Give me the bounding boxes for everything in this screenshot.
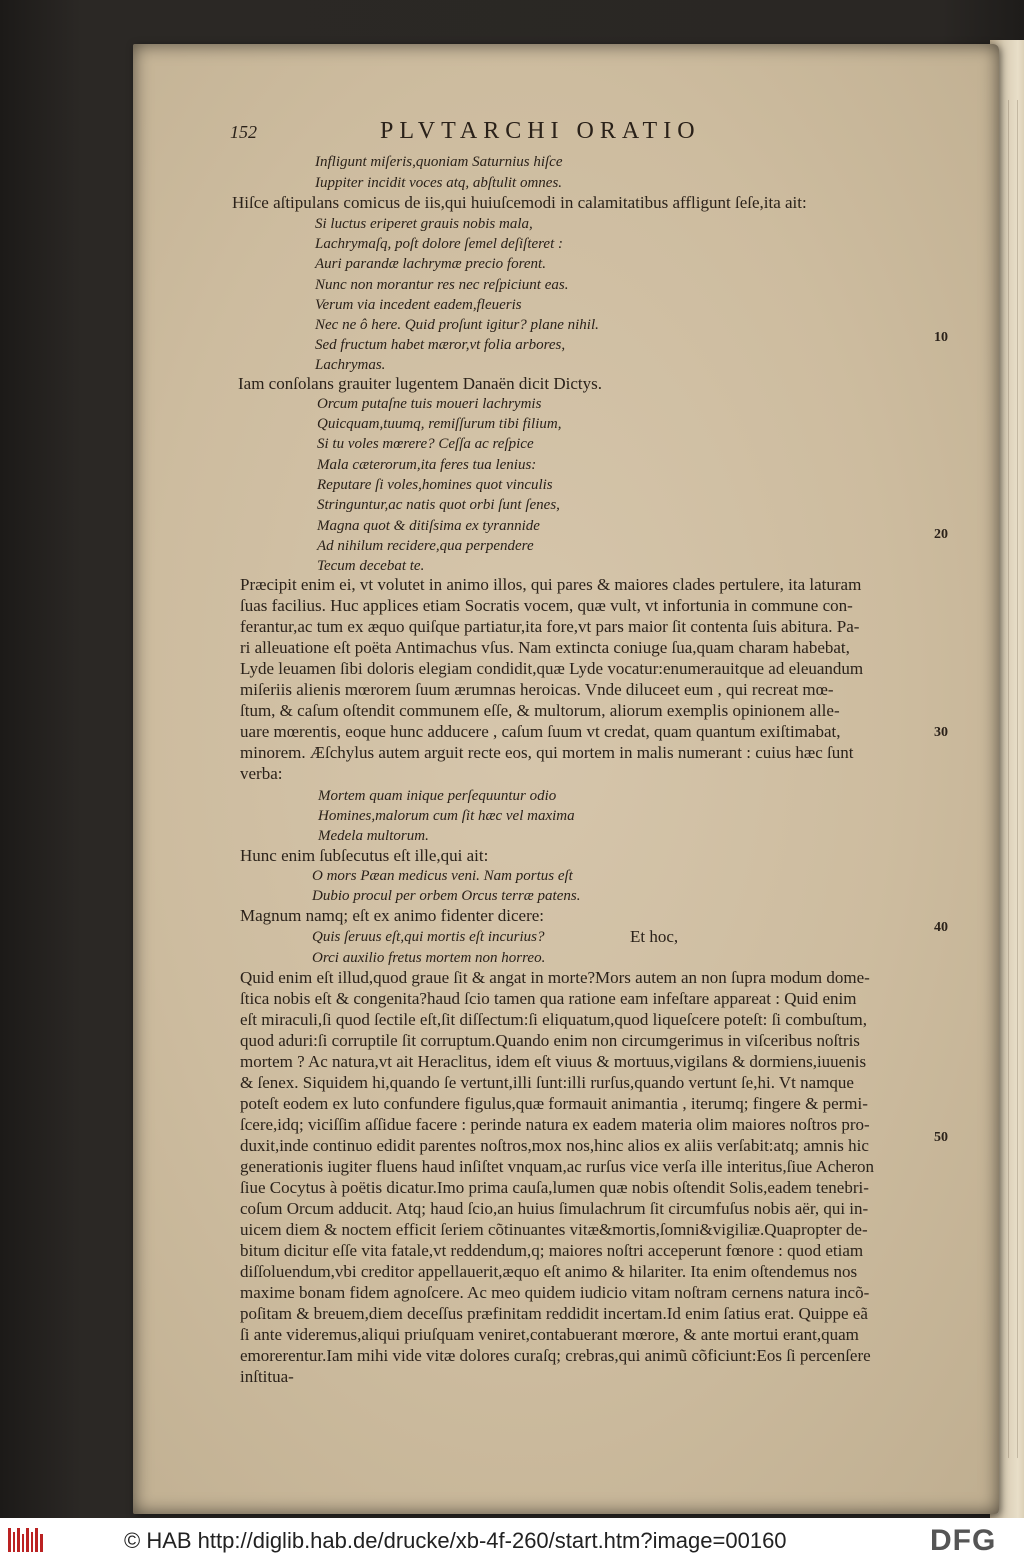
text-line: Iam conſolans grauiter lugentem Danaën dicit Dictys. [238,374,602,393]
text-line: Orcum putaſne tuis moueri lachrymis [317,396,542,412]
text-line: coſum Orcum adducit. Atq; haud ſcio,an huius ſimulachrum ſit circumfuſus nobis aër, qui in- [240,1199,869,1218]
text-line: Magnum namq; eſt ex animo fidenter dicere: [240,906,545,925]
text-line: uare mœrentis, eoque hunc adducere , caſum ſuum vt credat, quam quantum exiſtimabat, [240,722,841,741]
text-line: O mors Pæan medicus veni. Nam portus eſt [312,868,573,884]
text-line: verba: [240,764,283,783]
text-line: Tecum decebat te. [317,558,425,574]
text-line: quod aduri:ſi corruptile ſit corruptum.Quando enim non circumgerimus in viſceribus noſtris [240,1031,860,1050]
text-line: Mala cæterorum,ita feres tua lenius: [317,457,537,473]
text-line: Nunc non morantur res nec reſpiciunt eas. [315,277,569,293]
running-title: PLVTARCHI ORATIO [380,118,701,144]
text-line: bitum dicitur eſſe vita fatale,vt reddendum,q; maiores noſtri acceperunt fœnore : quod etiam [240,1241,864,1260]
dfg-logo: DFG [930,1524,997,1557]
text-line: ſtica nobis eſt & congenita?haud ſcio tamen qua ratione eam infeſtare appareat : Quid enim [240,989,857,1008]
text-line: miſeriis alienis mœrorem ſuum ærumnas heroicas. Vnde diluceet eum , qui recreat mœ- [240,680,834,699]
text-line: Reputare ſi voles,homines quot vinculis [317,477,553,493]
text-line: poteſt eodem ex luto confundere figulus,quæ formauit animantia , iterumq; fingere & permi- [240,1094,868,1113]
credit-link[interactable]: © HAB http://diglib.hab.de/drucke/xb-4f-260/start.htm?image=00160 [124,1528,787,1553]
text-line: minorem. Æſchylus autem arguit recte eos, qui mortem in malis numerant : cuius hæc ſunt [240,743,854,762]
text-line: generationis iugiter fluens haud inſiſtet vnquam,ac rurſus vice verſa ille interitus,ſiue Acheron [240,1157,875,1176]
text-line: ſiue Cocytus à poëtis dicatur.Imo prima cauſa,lumen quæ nobis oſtendit Solis,eadem tenebri- [240,1178,869,1197]
page-number: 152 [230,122,257,142]
text-line: ſcere,idq; viciſſim aſſidue facere : perinde natura ex eadem materia olim maiores noſtros pro- [240,1115,870,1134]
text-line: Ad nihilum recidere,qua perpendere [317,538,534,554]
text-line: inſtitua- [240,1367,294,1386]
text-line: mortem ? Ac natura,vt ait Heraclitus, idem eſt viuus & mortuus,vigilans & dormiens,iuuenis [240,1052,867,1071]
text-line: Lyde leuamen ſibi doloris elegiam condidit,quæ Lyde vocatur:enumerauitque ad eleuandum [240,659,864,678]
text-line: Medela multorum. [318,828,429,844]
text-line: Hunc enim ſubſecutus eſt ille,qui ait: [240,846,489,865]
line-number: 20 [934,527,948,542]
text-line: maxime bonam fidem agnoſcere. Ac meo quidem iudicio vitam noſtram cernens natura incõ- [240,1283,870,1302]
text-line: Hiſce aſtipulans comicus de iis,qui huiuſcemodi in calamitatibus affligunt ſeſe,ita ait: [232,193,807,212]
text-line: ſuas facilius. Huc applices etiam Socratis vocem, quæ vult, vt infortunia in commune con- [240,596,853,615]
text-line: ri alleuatione eſt poëta Antimachus vſus. Nam extincta coniuge ſua,quam charam habebat, [240,638,850,657]
text-line: eſt miraculi,ſi quod ſectile eſt,ſit diſſectum:ſi eliquatum,quod liqueſcere poteſt: ſi combuſtum, [240,1010,867,1029]
text-line: uicem diem & noctem efficit ſeriem cõtinuantes vitæ&mortis,ſomni&vigiliæ.Quapropter de- [240,1220,868,1239]
text-line: Lachrymaſq, poſt dolore ſemel deſiſteret : [315,236,564,252]
text-line: poſitam & breuem,diem deceſſus præfinitam reddidit incertam.Id enim ſatius erat. Quippe eã [240,1304,868,1323]
text-line: Magna quot & ditiſsima ex tyrannide [317,518,540,534]
line-number: 40 [934,920,948,935]
text-line: Infligunt miſeris,quoniam Saturnius hiſce [315,154,563,170]
text-line: Auri parandæ lachrymæ precio forent. [315,256,546,272]
text-line: Quicquam,tuumq, remiſſurum tibi filium, [317,416,562,432]
line-number: 30 [934,725,948,740]
text-line: Si tu voles mœrere? Ceſſa ac reſpice [317,436,534,452]
text-line: emorerentur.Iam mihi vide vitæ dolores curaſq; crebras,qui animũ cõficiunt:Eos ſi percenſere [240,1346,871,1365]
text-line: Mortem quam inique perſequuntur odio [318,788,557,804]
text-line: Lachrymas. [315,357,386,373]
text-line: Verum via incedent eadem,fleueris [315,297,522,313]
page-header [230,118,790,148]
text-line: Stringuntur,ac natis quot orbi ſunt ſenes, [317,497,560,513]
text-line: Quis ſeruus eſt,qui mortis eſt incurius? [312,929,545,945]
text-line: Sed fructum habet mæror,vt folia arbores, [315,337,566,353]
text-line: Dubio procul per orbem Orcus terræ patens. [312,888,581,904]
text-line: Homines,malorum cum ſit hæc vel maxima [318,808,575,824]
text-line: ferantur,ac tum ex æquo quiſque partiatur,ita fore,vt pars maior ſit contenta ſuis abitura. Pa- [240,617,860,636]
text-line: diſſoluendum,vbi creditor appellauerit,æquo eſt animo & hilariter. Ita enim oſtendemus nos [240,1262,858,1281]
text-line: Nec ne ô here. Quid proſunt igitur? plane nihil. [315,317,599,333]
text-line: Orci auxilio fretus mortem non horreo. [312,950,546,966]
text-line: Et hoc, [630,927,679,946]
text-line: ſtum, & caſum oſtendit communem eſſe, & multorum, aliorum exemplis opinionem alle- [240,701,840,720]
text-line: ſi ante videremus,aliqui priuſquam veniret,contabuerant mœrore, & ante mortui erant,quam [240,1325,859,1344]
text-line: duxit,inde continuo edidit parentes noſtros,mox nos,hinc alios ex aliis verſabit:atq; amnis hic [240,1136,869,1155]
line-number: 10 [934,330,948,345]
line-number: 50 [934,1130,948,1145]
text-line: Si luctus eriperet grauis nobis mala, [315,216,533,232]
text-line: Quid enim eſt illud,quod graue ſit & angat in morte?Mors autem an non ſupra modum dome- [240,968,870,987]
text-line: & ſenex. Siquidem hi,quando ſe vertunt,illi ſunt:illi rurſus,quando vertunt ſe,hi. Vt namque [240,1073,854,1092]
text-line: Iuppiter incidit voces atq, abſtulit omnes. [315,175,563,191]
hab-barcode-icon [8,1526,44,1554]
credit-bar [0,1518,1024,1562]
text-line: Præcipit enim ei, vt volutet in animo illos, qui pares & maiores clades pertulere, ita laturam [240,575,862,594]
